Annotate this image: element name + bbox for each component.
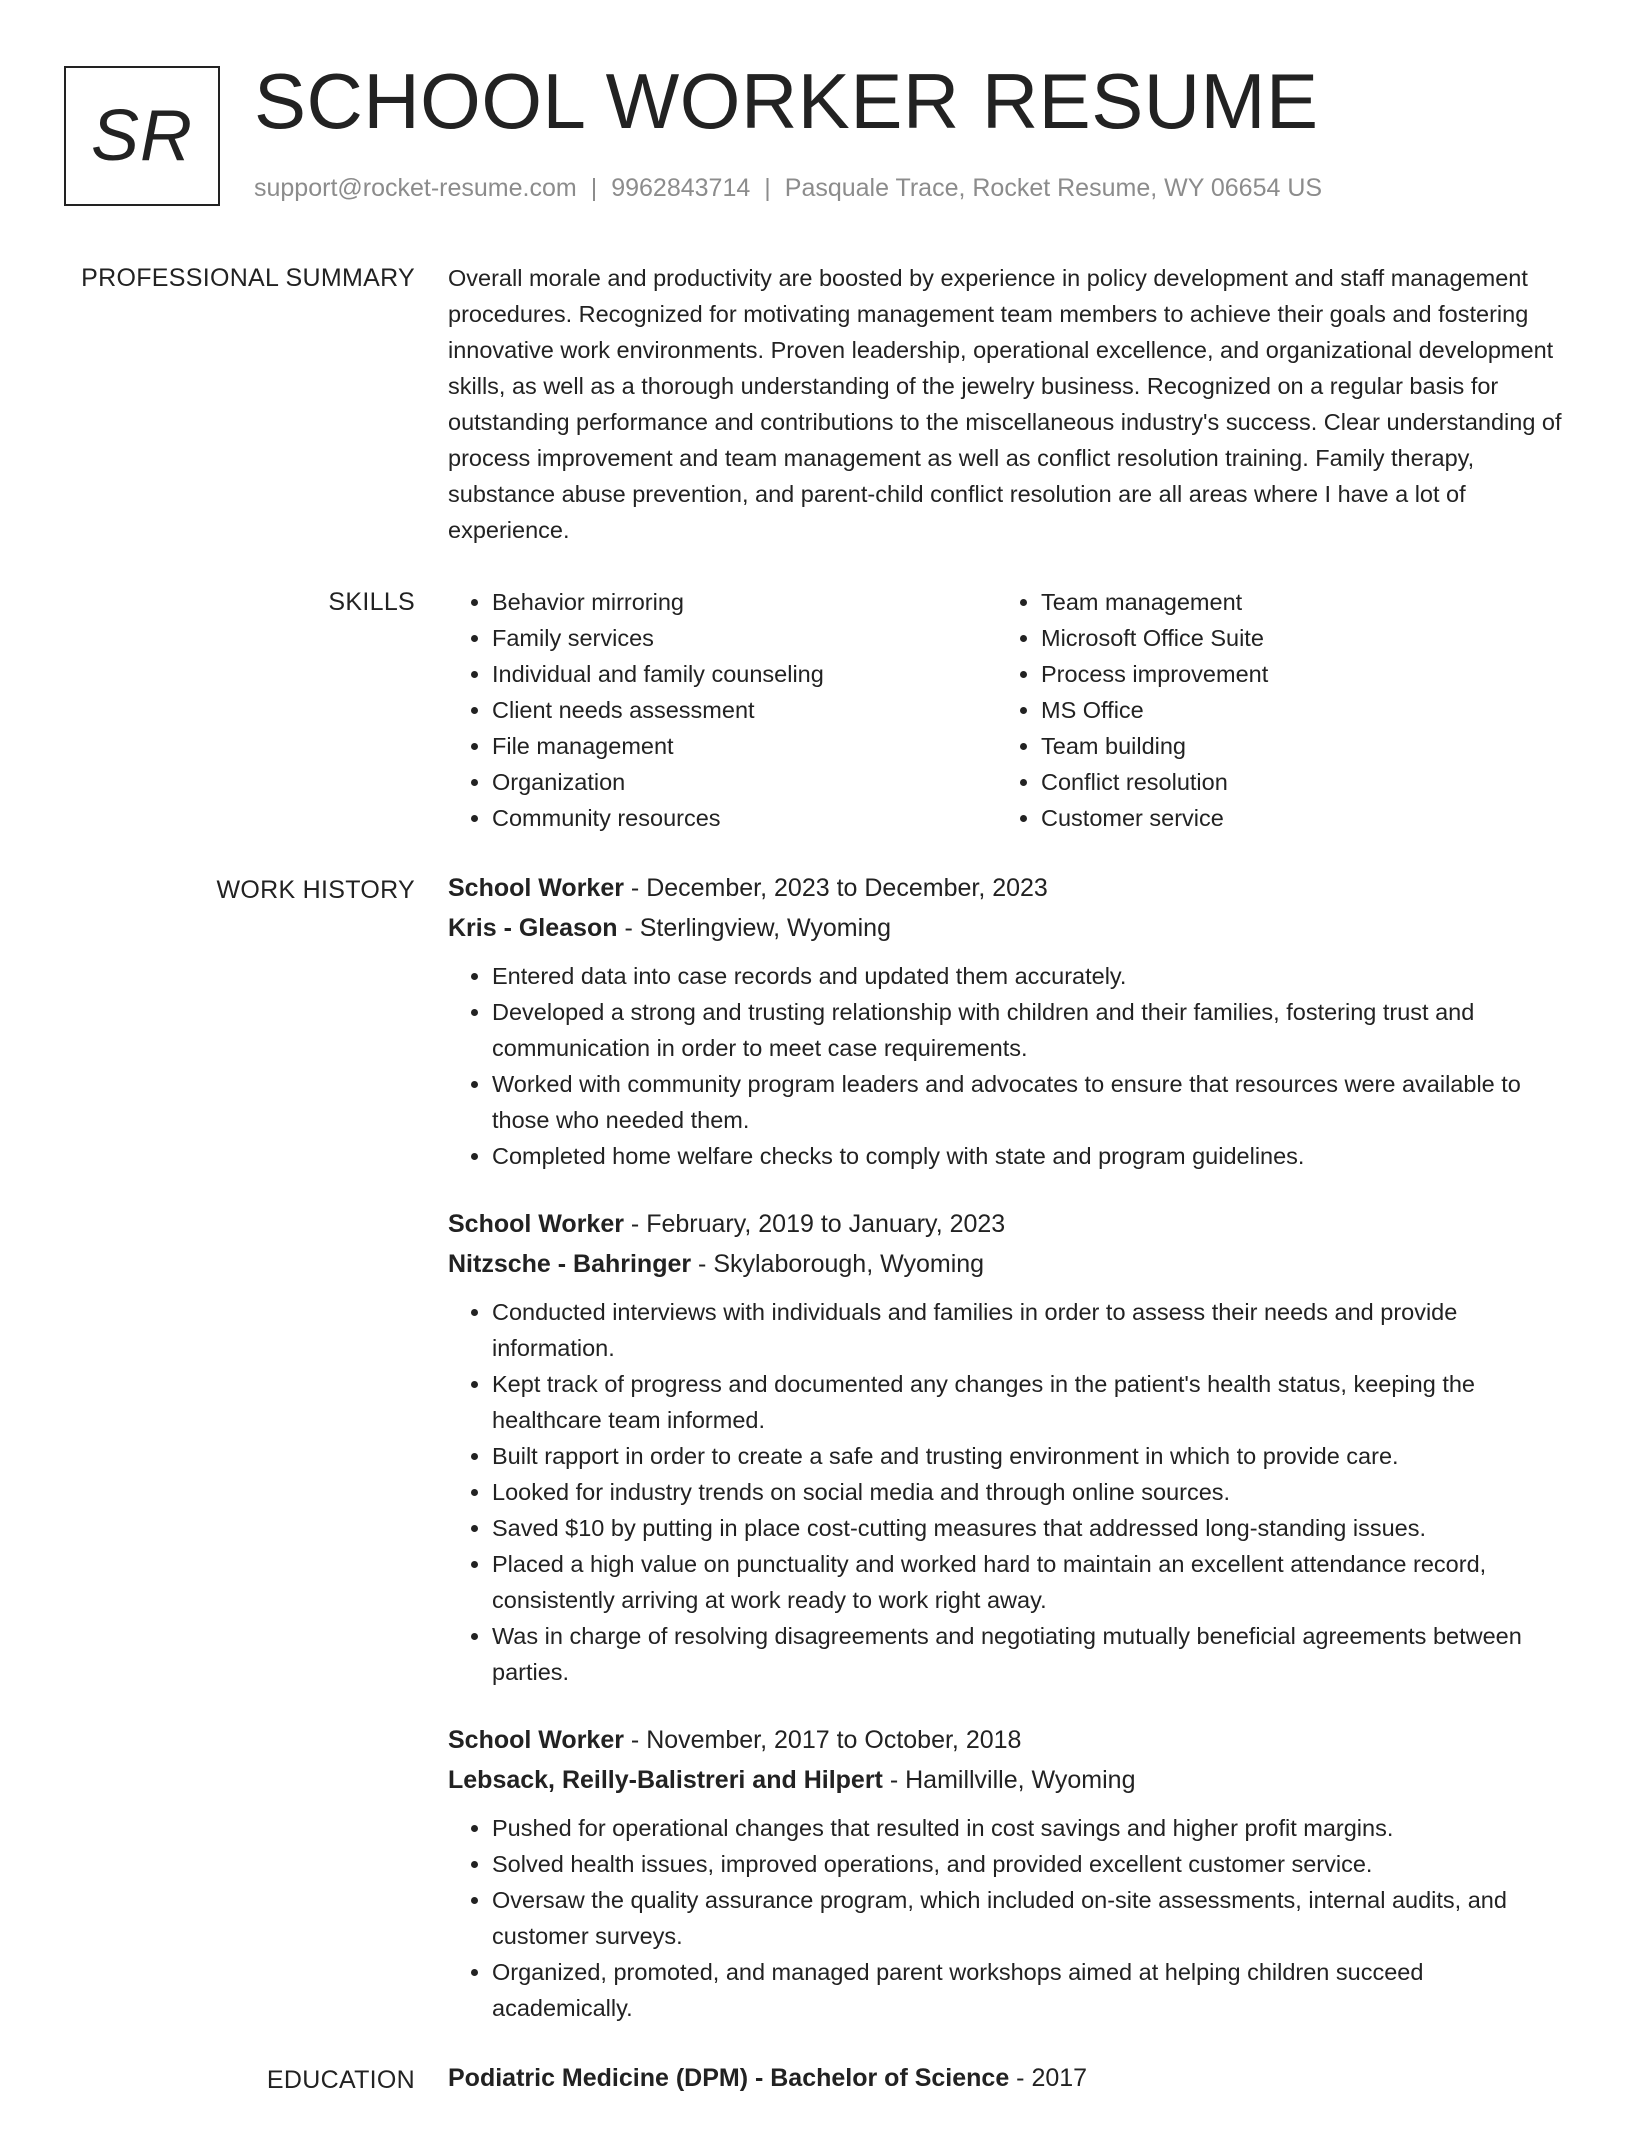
- job-location: Sterlingview, Wyoming: [639, 914, 891, 942]
- skills-body: [448, 580, 1568, 836]
- education-degree: Podiatric Medicine (DPM) - Bachelor of Science: [448, 2064, 1010, 2092]
- skill-item: • Team management: [1041, 584, 1546, 620]
- job-bullets: [448, 1294, 1568, 1690]
- job-entry: [448, 1204, 1568, 1690]
- job-title-line: School Worker - February, 2019 to January, 2023: [448, 1210, 1006, 1238]
- job-dates: February, 2019 to January, 2023: [646, 1210, 1006, 1238]
- job-location: Skylaborough, Wyoming: [713, 1250, 985, 1278]
- job-company: Lebsack, Reilly-Balistreri and Hilpert: [448, 1766, 883, 1794]
- education-section: [0, 2058, 1632, 2098]
- skills-list-left: [448, 584, 997, 836]
- job-bullet: • Organized, promoted, and managed parent workshops aimed at helping children succeed academically.: [492, 1954, 1568, 2026]
- job-entry: [448, 1720, 1568, 2026]
- job-bullet: • Entered data into case records and updated them accurately.: [492, 958, 1568, 994]
- skill-item: • Team building: [1041, 728, 1546, 764]
- work-body: [448, 868, 1568, 2026]
- job-company: Nitzsche - Bahringer: [448, 1250, 692, 1278]
- skill-item: • Customer service: [1041, 800, 1546, 836]
- work-section: [0, 868, 1632, 2026]
- education-line: Podiatric Medicine (DPM) - Bachelor of Science - 2017: [448, 2064, 1088, 2092]
- job-dates: December, 2023 to December, 2023: [646, 874, 1048, 902]
- section-label-work: WORK HISTORY: [216, 876, 415, 904]
- job-entry: [448, 868, 1568, 1174]
- job-location: Hamillville, Wyoming: [905, 1766, 1136, 1794]
- job-bullets: [448, 958, 1568, 1174]
- job-bullet: • Placed a high value on punctuality and worked hard to maintain an excellent attendance record, consistently arriving at work ready to work right away.: [492, 1546, 1568, 1618]
- job-bullet: • Kept track of progress and documented any changes in the patient's health status, keeping the healthcare team informed.: [492, 1366, 1568, 1438]
- skill-item: • MS Office: [1041, 692, 1546, 728]
- skill-item: • Behavior mirroring: [492, 584, 997, 620]
- job-bullet: • Oversaw the quality assurance program, which included on-site assessments, internal audits, and customer surveys.: [492, 1882, 1568, 1954]
- skills-columns: [448, 580, 1568, 836]
- section-label-skills: SKILLS: [328, 588, 415, 616]
- job-bullet: • Conducted interviews with individuals and families in order to assess their needs and provide information.: [492, 1294, 1568, 1366]
- job-company-line: Lebsack, Reilly-Balistreri and Hilpert - Hamillville, Wyoming: [448, 1766, 1136, 1794]
- job-bullet: • Was in charge of resolving disagreements and negotiating mutually beneficial agreements between parties.: [492, 1618, 1568, 1690]
- job-company: Kris - Gleason: [448, 914, 618, 942]
- section-label-summary: PROFESSIONAL SUMMARY: [81, 264, 415, 292]
- contact-line: [254, 174, 1322, 203]
- summary-section: [0, 256, 1632, 548]
- job-bullet: • Worked with community program leaders and advocates to ensure that resources were available to those who needed them.: [492, 1066, 1568, 1138]
- job-title-line: School Worker - November, 2017 to October, 2018: [448, 1726, 1022, 1754]
- skill-item: • File management: [492, 728, 997, 764]
- skill-item: • Client needs assessment: [492, 692, 997, 728]
- job-title: School Worker: [448, 1726, 624, 1754]
- skills-list-right: [997, 584, 1546, 836]
- skill-item: • Microsoft Office Suite: [1041, 620, 1546, 656]
- education-body: [448, 2058, 1568, 2098]
- job-bullet: • Pushed for operational changes that resulted in cost savings and higher profit margins.: [492, 1810, 1568, 1846]
- education-year: 2017: [1031, 2064, 1088, 2092]
- skill-item: • Community resources: [492, 800, 997, 836]
- skills-section: [0, 580, 1632, 836]
- skill-item: • Conflict resolution: [1041, 764, 1546, 800]
- job-title: School Worker: [448, 874, 624, 902]
- job-title: School Worker: [448, 1210, 624, 1238]
- monogram-box: [64, 66, 220, 206]
- section-label-education: EDUCATION: [266, 2066, 415, 2094]
- summary-body: [448, 256, 1568, 548]
- skill-item: • Family services: [492, 620, 997, 656]
- job-bullets: [448, 1810, 1568, 2026]
- contact-address: Pasquale Trace, Rocket Resume, WY 06654 US: [784, 174, 1323, 202]
- monogram-initials: SR: [90, 96, 194, 176]
- contact-separator: |: [590, 174, 598, 202]
- summary-text: Overall morale and productivity are boosted by experience in policy development and staff management procedures. Recognized for motivating management team members to achieve their goals and fostering innovative work environments. Proven leadership, operational excellence, and organizational development skills, as well as a thorough understanding of the jewelry business. Recognized on a regular basis for outstanding performance and contributions to the miscellaneous industry's success. Clear understanding of process improvement and team management as well as conflict resolution training. Family therapy, substance abuse prevention, and parent-child conflict resolution are all areas where I have a lot of experience.: [448, 265, 1562, 543]
- job-company-line: Kris - Gleason - Sterlingview, Wyoming: [448, 914, 891, 942]
- job-bullet: • Saved $10 by putting in place cost-cutting measures that addressed long-standing issues.: [492, 1510, 1568, 1546]
- skill-item: • Organization: [492, 764, 997, 800]
- contact-phone: 9962843714: [611, 174, 751, 202]
- skill-item: • Process improvement: [1041, 656, 1546, 692]
- job-bullet: • Built rapport in order to create a safe and trusting environment in which to provide care.: [492, 1438, 1568, 1474]
- job-bullet: • Solved health issues, improved operations, and provided excellent customer service.: [492, 1846, 1568, 1882]
- skill-item: • Individual and family counseling: [492, 656, 997, 692]
- contact-email: support@rocket-resume.com: [254, 174, 577, 202]
- job-title-line: School Worker - December, 2023 to December, 2023: [448, 874, 1048, 902]
- job-company-line: Nitzsche - Bahringer - Skylaborough, Wyoming: [448, 1250, 985, 1278]
- resume-content: [0, 256, 1632, 2130]
- job-dates: November, 2017 to October, 2018: [646, 1726, 1022, 1754]
- contact-separator: |: [764, 174, 771, 202]
- job-bullet: • Developed a strong and trusting relationship with children and their families, fostering trust and communication in order to meet case requirements.: [492, 994, 1568, 1066]
- page-title: SCHOOL WORKER RESUME: [254, 57, 1319, 145]
- job-bullet: • Completed home welfare checks to comply with state and program guidelines.: [492, 1138, 1568, 1174]
- job-bullet: • Looked for industry trends on social media and through online sources.: [492, 1474, 1568, 1510]
